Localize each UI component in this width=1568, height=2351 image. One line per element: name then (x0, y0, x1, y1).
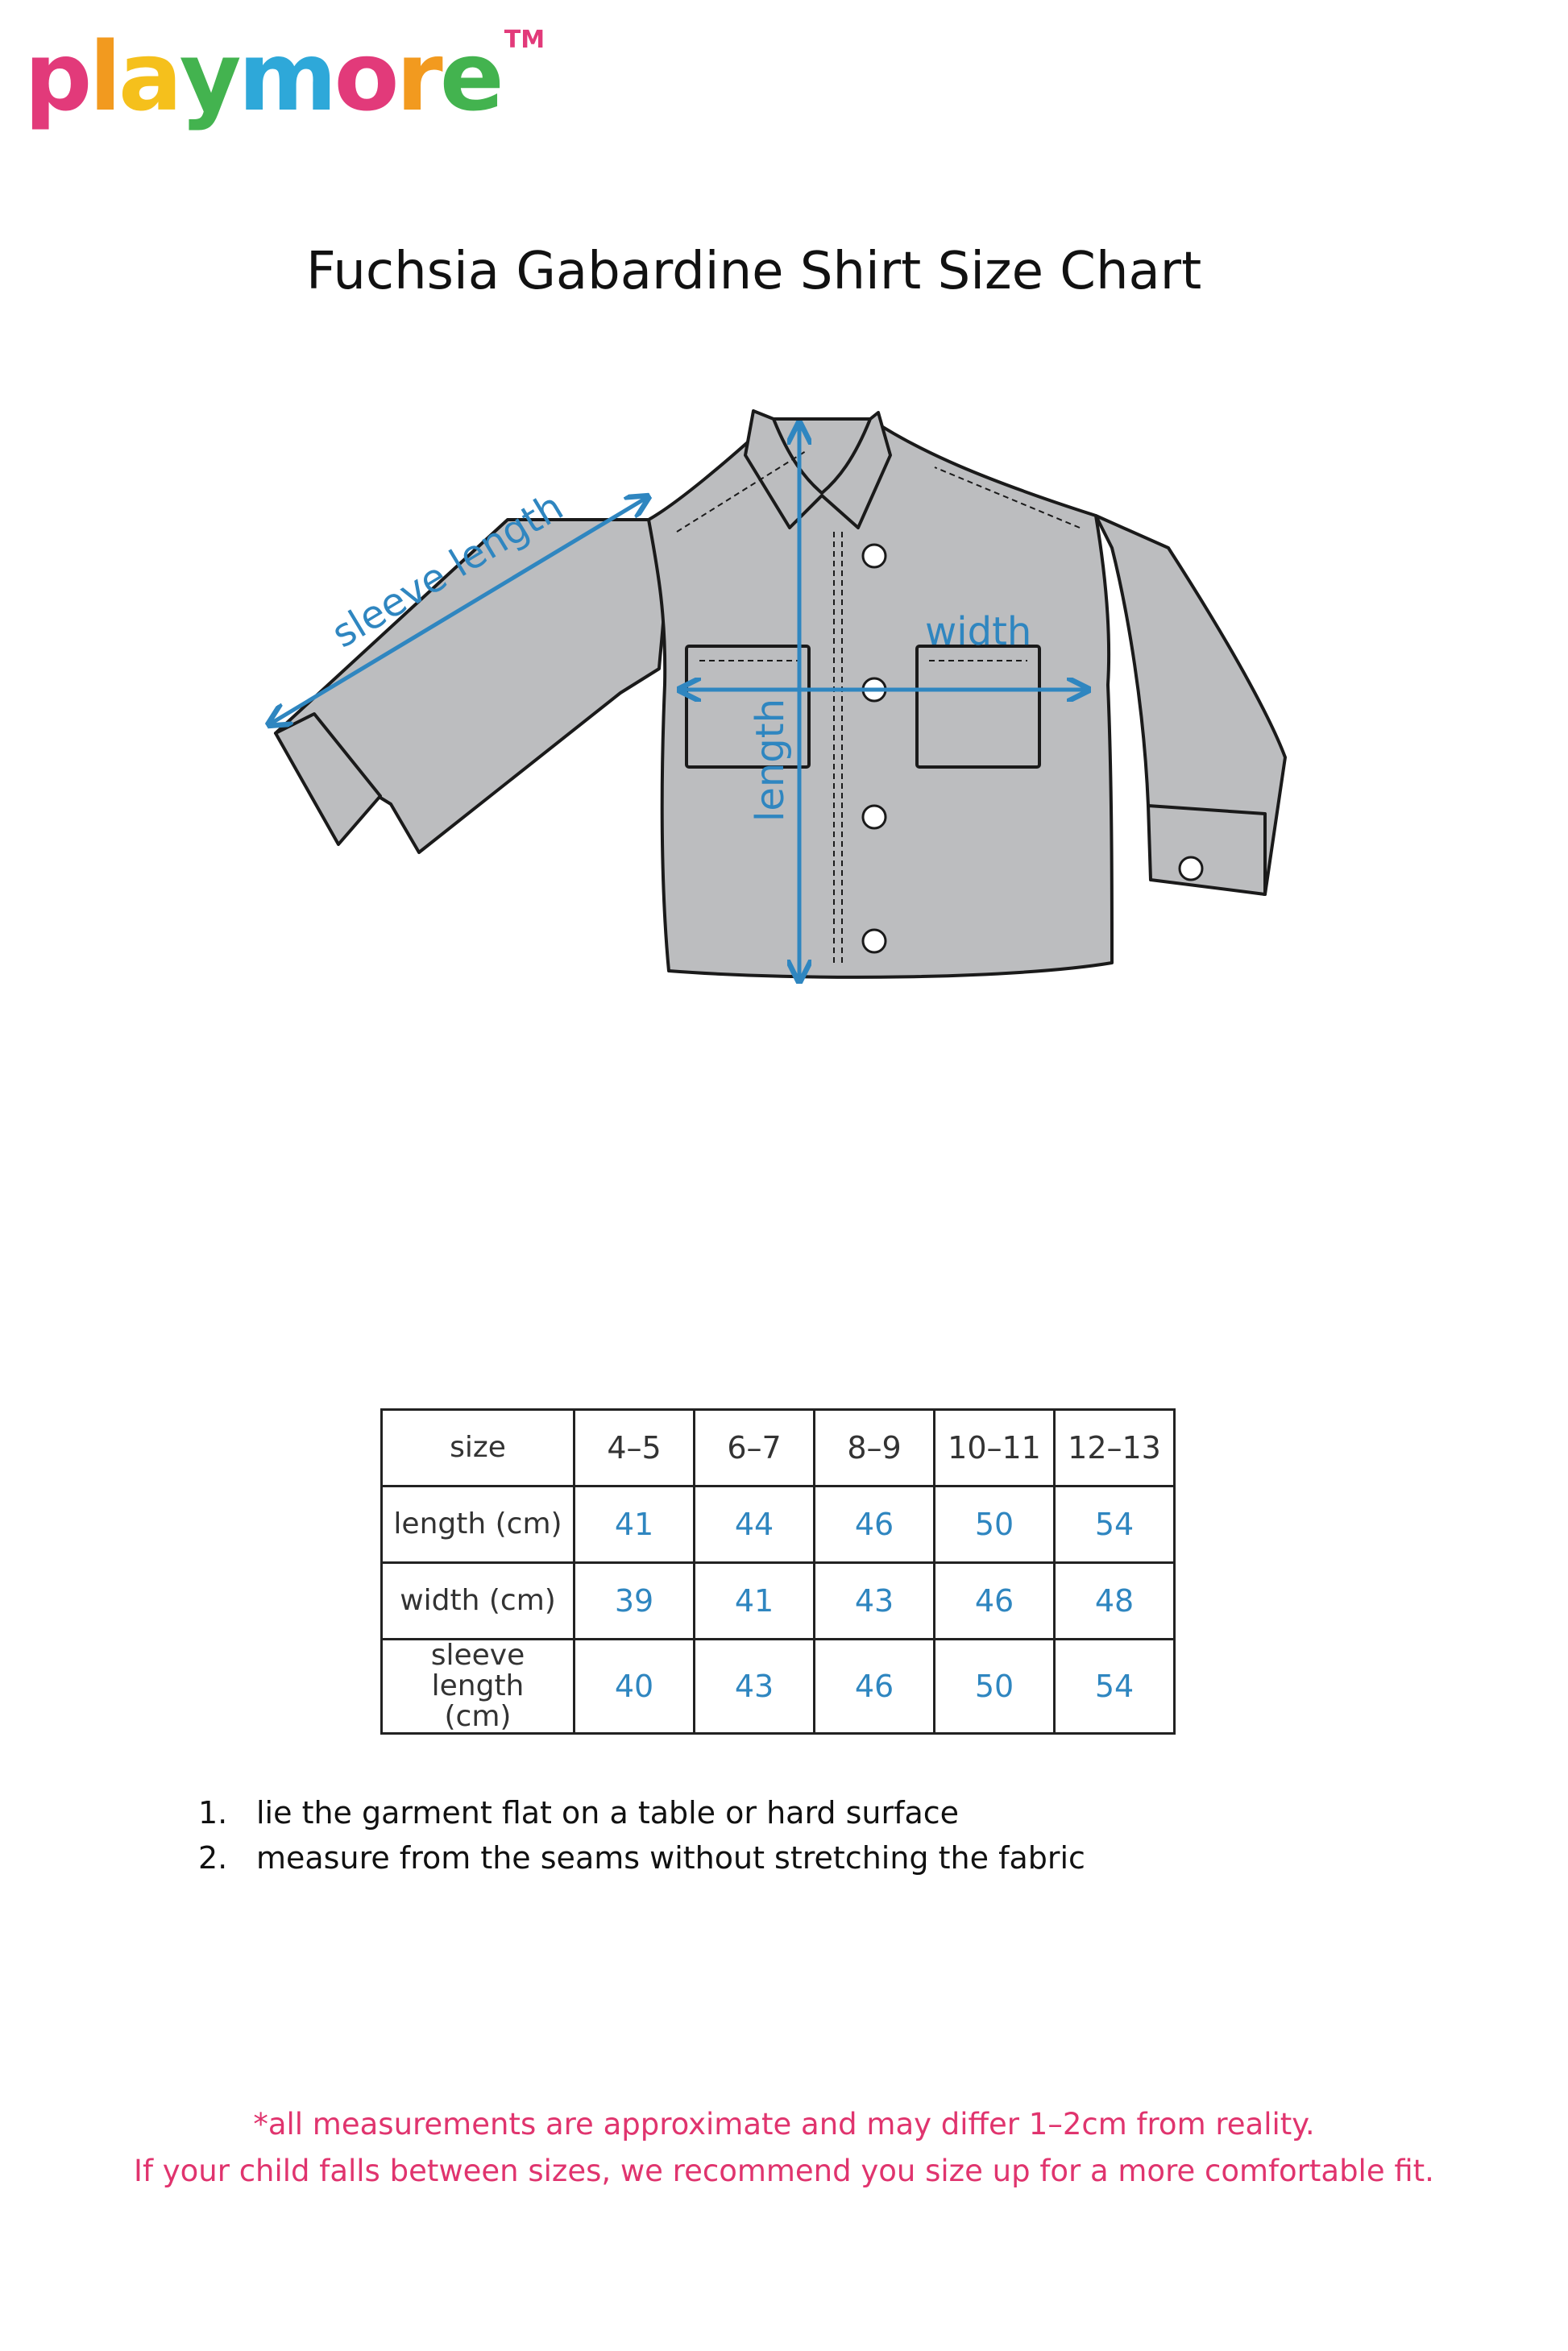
length-label: length (748, 699, 793, 822)
instruction-item (198, 1835, 1085, 1880)
sleeve-length-label: sleeve length (324, 483, 571, 657)
size-chart-table (380, 1408, 1176, 1735)
logo-letter: m (238, 21, 334, 132)
length-value: 54 (1055, 1486, 1175, 1563)
logo-letter: l (89, 21, 118, 132)
logo-letter: e (439, 21, 501, 132)
instruction-number: 2. (198, 1840, 228, 1876)
shirt-diagram-svg (242, 403, 1321, 1015)
sizing-disclaimer (0, 2101, 1568, 2195)
size-column-header: 4–5 (575, 1410, 695, 1486)
button-1 (863, 545, 886, 567)
trademark-mark: TM (504, 26, 545, 54)
sleeve-length-value: 54 (1055, 1640, 1175, 1734)
width-value: 48 (1055, 1563, 1175, 1640)
instruction-number: 1. (198, 1795, 228, 1831)
right-cuff (1148, 806, 1265, 894)
width-label: width (925, 609, 1032, 654)
logo-letter: o (334, 21, 396, 132)
length-value: 44 (695, 1486, 815, 1563)
width-row-label: width (cm) (382, 1563, 575, 1640)
sleeve-length-label-line2: (cm) (444, 1700, 512, 1733)
width-value: 39 (575, 1563, 695, 1640)
sleeve-length-row-label (382, 1640, 575, 1734)
logo-letter: p (24, 21, 89, 132)
width-value: 46 (935, 1563, 1055, 1640)
sleeve-length-value: 40 (575, 1640, 695, 1734)
width-row (382, 1563, 1175, 1640)
size-column-header: 8–9 (815, 1410, 935, 1486)
length-row (382, 1486, 1175, 1563)
length-value: 50 (935, 1486, 1055, 1563)
width-value: 41 (695, 1563, 815, 1640)
measuring-instructions (198, 1790, 1085, 1880)
button-4 (863, 930, 886, 952)
shirt-measurement-diagram (242, 403, 1321, 1015)
length-value: 46 (815, 1486, 935, 1563)
shirt-drawing (276, 411, 1285, 977)
button-3 (863, 806, 886, 828)
length-value: 41 (575, 1486, 695, 1563)
disclaimer-line-2: If your child falls between sizes, we recommend you size up for a more comfortable fit. (134, 2154, 1434, 2188)
sleeve-length-value: 46 (815, 1640, 935, 1734)
size-column-header: 10–11 (935, 1410, 1055, 1486)
sleeve-length-value: 50 (935, 1640, 1055, 1734)
size-header-row (382, 1410, 1175, 1486)
size-header-label: size (382, 1410, 575, 1486)
sleeve-length-value: 43 (695, 1640, 815, 1734)
disclaimer-line-1: *all measurements are approximate and may differ 1–2cm from reality. (253, 2107, 1315, 2142)
instruction-text: lie the garment flat on a table or hard surface (256, 1795, 960, 1831)
cuff-button (1180, 857, 1202, 880)
length-row-label: length (cm) (382, 1486, 575, 1563)
logo-letter: r (396, 21, 440, 132)
logo-letter: a (118, 21, 180, 132)
instruction-item (198, 1790, 1085, 1835)
sleeve-length-row (382, 1640, 1175, 1734)
width-value: 43 (815, 1563, 935, 1640)
sleeve-length-label-line1: sleeve length (430, 1639, 525, 1702)
size-column-header: 6–7 (695, 1410, 815, 1486)
instruction-text: measure from the seams without stretching the fabric (256, 1840, 1085, 1876)
right-chest-pocket (917, 646, 1039, 767)
logo-letter: y (179, 21, 239, 132)
size-column-header: 12–13 (1055, 1410, 1175, 1486)
page-title: Fuchsia Gabardine Shirt Size Chart (306, 242, 1202, 301)
playmore-logo (24, 21, 545, 132)
